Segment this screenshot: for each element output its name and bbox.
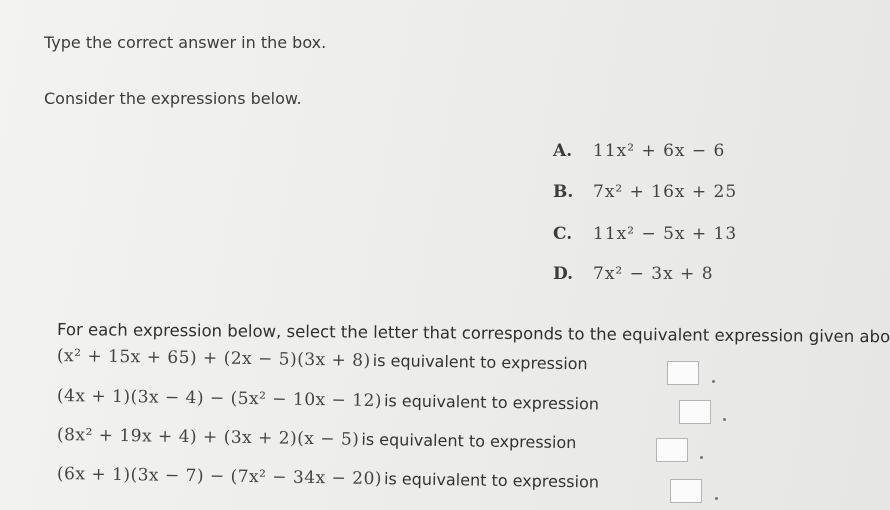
instruction-text: For each expression below, select the letter that corresponds to the equivalent expression given abo [56,320,890,347]
row-suffix: is equivalent to expression [383,391,600,414]
choice-expression: 11x² + 6x − 6 [593,141,726,161]
question-row-3 [57,425,577,453]
answer-box-1[interactable] [667,361,699,385]
choice-b [553,182,737,202]
row-suffix: is equivalent to expression [361,429,577,453]
choice-letter: D. [553,264,574,284]
period-mark [700,456,703,459]
directions-text: Type the correct answer in the box. [44,33,327,52]
row-suffix: is equivalent to expression [372,350,588,374]
choice-expression: 7x² + 16x + 25 [593,182,738,202]
choice-letter: B. [553,182,574,202]
row-expression: (8x² + 19x + 4) + (3x + 2)(x − 5) [56,425,360,450]
answer-box-4[interactable] [670,479,702,503]
row-expression: (x² + 15x + 65) + (2x − 5)(3x + 8) [56,346,371,371]
intro-text: Consider the expressions below. [44,89,302,108]
period-mark [715,497,718,500]
question-row-1 [57,346,588,374]
choice-expression: 11x² − 5x + 13 [593,224,738,244]
row-suffix: is equivalent to expression [383,469,600,492]
choice-letter: A. [553,141,573,161]
question-row-2 [57,386,599,415]
period-mark [712,380,715,383]
choice-a [553,141,725,161]
choice-expression: 7x² − 3x + 8 [593,264,714,284]
question-row-4 [57,464,599,493]
row-expression: (4x + 1)(3x − 4) − (5x² − 10x − 12) [56,386,383,412]
choice-letter: C. [553,224,573,244]
choice-d [553,264,714,284]
row-expression: (6x + 1)(3x − 7) − (7x² − 34x − 20) [56,464,383,490]
period-mark [723,418,726,421]
choice-c [553,224,737,244]
answer-box-3[interactable] [656,438,688,462]
answer-box-2[interactable] [679,400,711,424]
